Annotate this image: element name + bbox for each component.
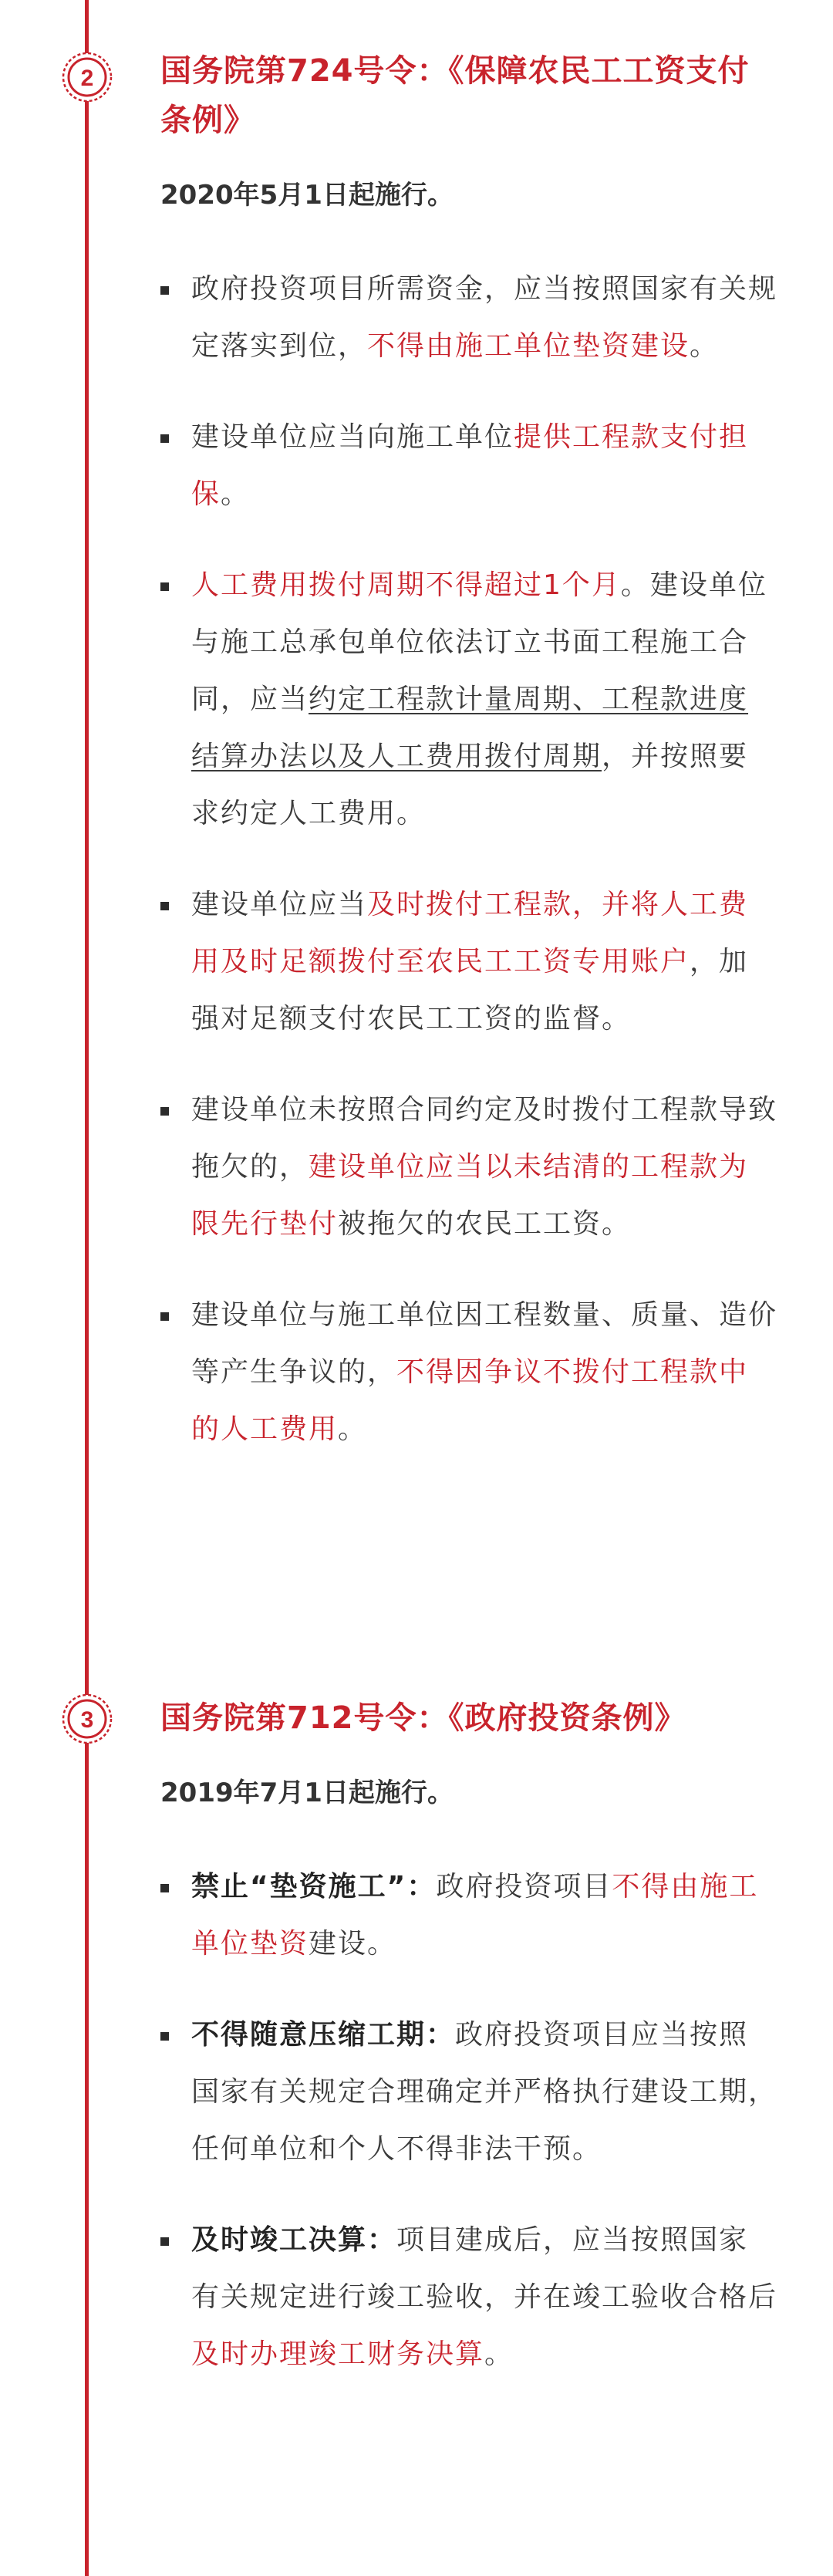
square-bullet-icon [160,434,169,443]
square-bullet-icon [160,2237,169,2246]
list-item: 建设单位应当向施工单位提供工程款支付担保。 [160,409,777,523]
square-bullet-icon [160,1107,169,1116]
section-2-number-icon [62,52,113,103]
square-bullet-icon [160,1884,169,1892]
section-2-list [160,261,777,1458]
list-item: 政府投资项目所需资金，应当按照国家有关规定落实到位，不得由施工单位垫资建设。 [160,261,777,375]
list-item: 不得随意压缩工期：政府投资项目应当按照国家有关规定合理确定并严格执行建设工期，任何单位和个人不得非法干预。 [160,2007,777,2178]
section-3-title: 国务院第712号令：《政府投资条例》 [160,1700,686,1736]
list-item: 人工费用拨付周期不得超过1个月。建设单位与施工总承包单位依法订立书面工程施工合同，应当约定工程款计量周期、工程款进度结算办法以及人工费用拨付周期，并按照要求约定人工费用。 [160,557,777,842]
square-bullet-icon [160,286,169,295]
timeline-line [85,0,89,2576]
section-3 [160,1693,777,2383]
section-2-title: 国务院第724号令：《保障农民工工资支付条例》 [160,53,750,138]
section-3-number: 3 [80,1707,94,1733]
square-bullet-icon [160,902,169,910]
section-2-number: 2 [80,66,94,91]
list-item: 建设单位与施工单位因工程数量、质量、造价等产生争议的，不得因争议不拨付工程款中的人工费用。 [160,1287,777,1458]
square-bullet-icon [160,2032,169,2041]
section-2 [160,46,777,1458]
section-3-number-icon [62,1693,113,1744]
section-2-date: 2020年5月1日起施行。 [160,180,454,211]
square-bullet-icon [160,582,169,591]
section-3-date: 2019年7月1日起施行。 [160,1778,454,1808]
square-bullet-icon [160,1312,169,1321]
list-item: 建设单位未按照合同约定及时拨付工程款导致拖欠的，建设单位应当以未结清的工程款为限先行垫付被拖欠的农民工工资。 [160,1082,777,1253]
list-item: 建设单位应当及时拨付工程款，并将人工费用及时足额拨付至农民工工资专用账户，加强对足额支付农民工工资的监督。 [160,876,777,1048]
list-item: 禁止“垫资施工”：政府投资项目不得由施工单位垫资建设。 [160,1859,777,1973]
section-3-list [160,1859,777,2383]
list-item: 及时竣工决算：项目建成后，应当按照国家有关规定进行竣工验收，并在竣工验收合格后及时办理竣工财务决算。 [160,2212,777,2383]
